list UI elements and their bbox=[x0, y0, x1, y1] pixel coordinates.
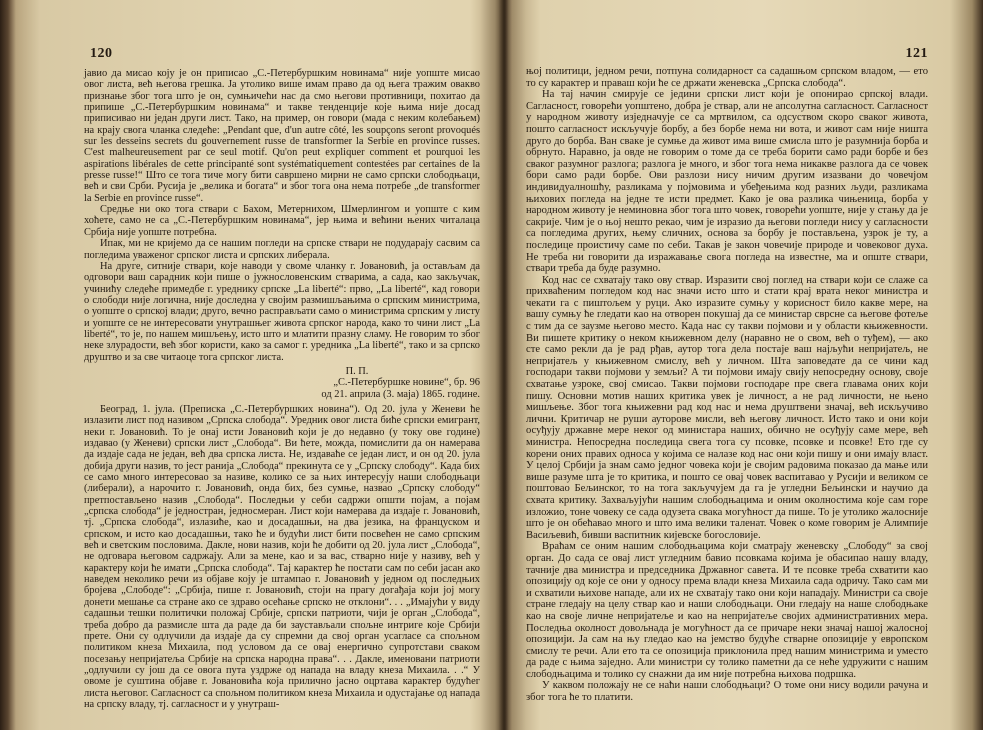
paragraph: На тај начин смирује се једини српски лист који је опонирао српској влади. Сагласност, говорећи уопштено, добра је ствар, али не апсолутна сагласност. Сагласност у народном животу изједначује се са мртвилом, са одсуством скоро сваког живота, пошто сагласност искључује борбу, а без борбе нема ни вота, и живот сам није ништа друго до борба. Ван свакe је сумње да живот има више смисла што је разумнија борба и обрнуто. Наравно, ја овде не говорим о томе да се треба борити само ради борбе и без сваког разумног разлога; разлога је много, и због тога нема никакве разлога да се човек бори само ради борбе. Ови разлози нису ничим другим изазвани до човечјом индивидуалношћу, разликама у појмовима и убеђењима код разних људи, разликама њихових погледа на једне те исти предмет. Како је ова разлика чињеница, борба у народном животу је неминовна због тога што човек, говорећи уопште, није у стању да је сакрије. Чим је о њој нешто рекао, чим је изразио да његови погледи нису у сагласности са погледима других, њему сличних, основа за борбу је постављена, узрок је ту, а последице проистичу саме по себи. Такав је закон човечије природе и човековог духа. Не треба ни говорити да изражавање свога погледа на известне, ма и општe ствари, ствари треба да буде разумно. bbox=[526, 89, 928, 275]
book-gutter-shadow bbox=[480, 0, 526, 730]
paragraph: јавио да мисао коју је он приписао „С.-Петербуршким новинама“ није уопште мисао овог листа, већ његова грешка. Ја утолико више имам право да од њега тражим овакво признање због тога што је он, сумњичећи нас да смо његови противници, похитао да припише „С.-Петербуршким новинама“ и такве тенденције које њима није досад приписивао ни један други лист. Тако, на пример, он говори (мада с неким колебањем) на крају свога чланка следеће: „Pendant que, d'un autre côté, les soupçons seront provoqués sur les desseins secrets du gouvernement russe de transformer la Serbie en province russes. C'est malheureusement par ce seul motif. Qu'on peut expliquer comment et pourquoi les aspirations libérales de cette principanté sont systématiquement contestées par certaines de la presse russe!“ Што се тога тиче могу бити савршено мирни не само српски слободњаци, већ и сви Срби. Русија је „велика и богата“ и због тога она нема потребе „de transformer la Serbie en province russe“. bbox=[84, 68, 480, 204]
paragraph: њој политици, једном речи, потпуна солидарност са садашњом српском владом, — ето то су карактер и праваш који ће се држати женевска „Српска слобода“. bbox=[526, 66, 928, 89]
paragraph: Средње ни око тога ствари с Бахом, Метернихом, Шмерлингом и уопште с ким хоћете, само не са „С.-Петербуршким новинама“, јер њима и већини њених читалаца Србија није уопште потребна. bbox=[84, 204, 480, 238]
paragraph: У каквом положају не се наћи наши слободњаци? О томе они нису водили рачуна и због тога ће то платити. bbox=[526, 680, 928, 704]
signature-author: П. П. bbox=[345, 365, 369, 377]
paragraph: Београд, 1. јула. (Преписка „С.-Петербуршких новина“). Од 20. јула у Женеви ће излазити лист под називом „Српска слобода“. Уредник овог листа биће српски емигрант, неки г. Јовановић. То је онај исти Јовановић који је до недавно (у току ове године) издавао (у Женеви) српски лист „Слобода“. Ви ћете, можда, помислити да он намерава да издаје сада не један, већ два српска листа. Не, издаваће се један лист, и он од 20. јула добија други назив, то јест ранија „Слобода“ прекинута се у „Српску слободу“. Када бих се само много интересовао за називе, колико се за њих интересују наши слободњаци (либерали), а нарочито г. Јовановић, онда бих, без сумње, назвао „Српску слободу“ претпостављено назив „Слобода“. Последњи у себи садржи општи појам, а појам „српска слобода“ је једностран, једносмеран. Лист који намерава да издаје г. Јовановић, тј. „Српска слобода“, излазиће, као и досадашњи, на два језика, на француском и српском, и исто као досадашњи, тако ће и будући лист бити посвећен не само српским већ и светским пословима. Дакле, нови назив, који ће добити од 20. јула лист „Слобода“, не одговара његовом садржају. Али за мене, као и за вас, стварно није у називу, већ у карактеру који ће имати „Српска слобода“. Тај карактер ће постати сам по себи јасан ако наведем неколико речи из објаве коју је штампао г. Јовановић у једном од последњих бројева „Слободе“: „Србија, пише г. Јовановић, стоји на прагу догађаја који јој могу донети мешање са стране ако се здраво осећање српско не отклони“. . . „Имајући у виду садашњи тешки политички положај Србије, српски патриоти, чији је орган „Слобода“, треба добро да размисле шта да раде да би заустављали спољне интриге које Србији прете. Они су одлучили да издаје да су спремни да свој орган усагласе са спољном политиком кнеза Михаила, под условом да се овај енергично супротстави сваком посезању непријатеља Србије на српска народна права“. . . Дакле, именовани патриоти „одлучили су још да се овога пута уздрже од напада на владу кнеза Михаила. . .“ У овоме је суштина објаве г. Јовановића која прилично јасно оцртава карактер будућег листа његовог. Сагласност са спољном политиком кнеза Михаила и одустајање од напада на српску владу, тј. сагласност и у унутраш- bbox=[84, 403, 480, 710]
page-number-right: 121 bbox=[905, 46, 928, 61]
page-number-left: 120 bbox=[90, 46, 113, 61]
signature-source: „С.-Петербуршке новине“, бр. 96 bbox=[333, 377, 480, 389]
right-page bbox=[526, 0, 928, 730]
paragraph: Враћам се оним нашим слободњацима који сматрају женевску „Слободу“ за свој орган. До сада се овај лист угледним бавио псовкама којима је обасипао нашу владу, тачније два министра и председника Државног савета. И те псовке треба схватити као опозицију од које се они у односу према влади кнеза Михаила сада одричу. Тако сам ми и схватили њихове нападе, али их не схватају тако они који нападају. Министри са своје стране гледају на целу ствар као и наши слободњаци. Они гледају на наше слободњаке као на своје личне непријатеље и као на непријатеље својих административних мера. Последња околност довољнада је могућност да се причаре неки значај нашој жалосној опозицији. Ја сам на њу гледао као на јемство будуће стварне опозиције у европском смислу те речи. Али ето та се опозиција приклонила пред нашим министрима и уместо да раде с њима заједно. Али министри су толико паметни да се неће удружити с нашим слободњацима и толико су снажни да им није потребна њихова подршка. bbox=[526, 541, 928, 680]
right-page-text bbox=[526, 66, 928, 704]
signature-date: од 21. априла (3. маја) 1865. године. bbox=[321, 388, 480, 400]
article-signature bbox=[84, 366, 480, 400]
left-page bbox=[84, 0, 480, 730]
paragraph: Ипак, ми не кријемо да се нашим погледи на српске ствари не подударају сасвим са погледима уваженог српског листа и српских либерала. bbox=[84, 238, 480, 261]
paragraph: Код нас се схватају тако ову ствар. Изразити свој поглед на ствари који се слаже са прихваћеним погледом код нас значи исто што и стати крај врата неког министра и чекати га с пиштољем у руци. Ако изразите сумњу у корисност било какве мере, на вашу сумњу ће гледати као на отворен покушај да се министар сврсне са његове фотеље с тим да се заузме његово место. Када нас су такви појмови и у области књижевности. Ви пишете критику о неком књижевном делу (наравно не о свом, већ о туђем), — ако сте само рекли да је рад рђав, аутор тога дела постаје ваш најљући непријатељ, не непријатељ у књижевном смислу, већ у личном. Шта заповедате да се чини кад господари такви појмови у земљи? А ти појмови имају свију непосредну основу, своје схватање узроке, свој смисао. Такви појмови господаре пре свега главама оних који пишу. Основни мотив наших критика увек је личност, а не рад личности, не њено мишљење. Због тога књижевни рад код нас и нема друштвени значај, већ искључиво лични. Критичар не руши ауторове мисли, већ његову личност. Исто тако и они који осуђују државне мере неког од министара наших, обично не осуђују саме мере, већ министра. Непосредна последица свега тога су псовке, псовке и псовке! Ето где су корени оних правих односа у којима се налазе код нас они који пишу и они имају власт. У целој Србији ја знам само једног човека који је својим радовима показао да мање или више разуме шта је то критика, и пошто се овај човек васпитавао у Русији и великом се поштовао Бељинског, то на тога закључујем да га је угледни Бељински и научио да схвата критику. Захваљујући нашим слободњацима и оним околностима које сам горе изложио, тоне човеку се сада одузета свака могућност да пише. То је утолико жалосније што је он обећавао много и што има велики таленат. Човек о коме говорим је Алимпије Васиљевић, бивши васпитник кијевске богословије. bbox=[526, 274, 928, 541]
left-page-text bbox=[84, 68, 480, 710]
paragraph: На друге, ситније ствари, које наводи у своме чланку г. Јовановић, ја остављам да одговори ваш сарадник који пише о јужнословенским стварима, а сада, као закључак, учинићу следеће примедбе г. уреднику српске „La liberté“: прво, „La liberté“, кад говори о слободи није логична, није доследна у својим размишљањима о српским министрима, о уопште о српској влади; друго, вечно расправљати само о министрима српским у листу и уопште се не интересовати унутрашњег живота српског народа, како то чини лист „La liberté“, то је, по нашем мишљењу, исто што и млатити празну сламу. Не говорим то због неке злурадости, већ због користи, како за самог г. уредника „La liberté“, тако и за српско друштво и за све читаоце тога српског листа. bbox=[84, 260, 480, 363]
